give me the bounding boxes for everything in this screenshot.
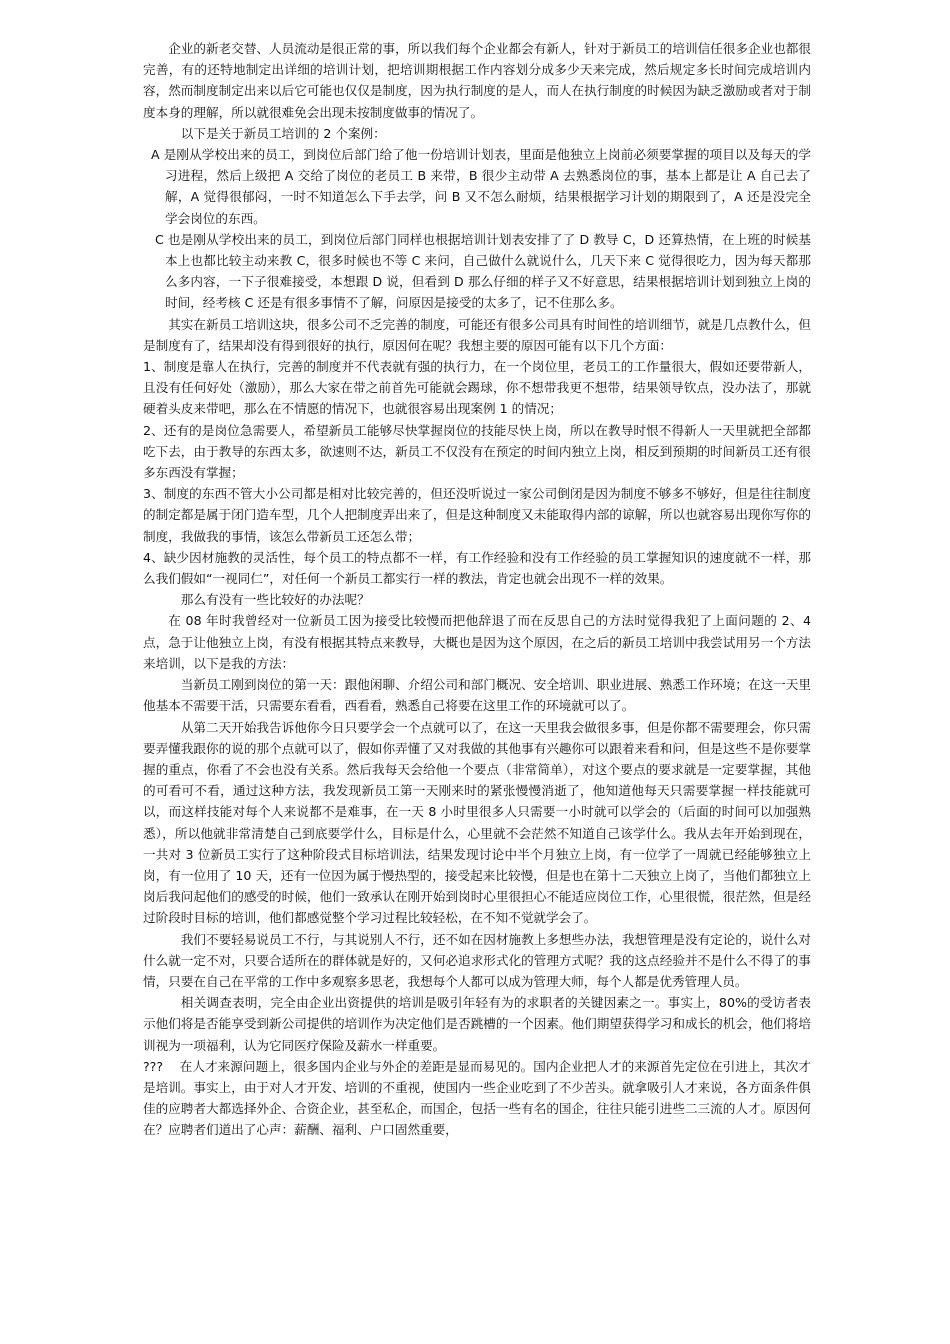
reason-item-4: 4、缺少因材施教的灵活性，每个员工的特点都不一样，有工作经验和没有工作经验的员工掌握知识的速度就不一样，那么我们假如“一视同仁”，对任何一个新员工都实行一样的教法，肯定也就会出现不一样的效果。	[143, 549, 811, 587]
case-c-paragraph: C 也是刚从学校出来的员工，到岗位后部门同样也根据培训计划表安排了了 D 教导 C，D 还算热情，在上班的时候基本上也都比较主动来教 C，很多时候也不等 C 来问，自己做什么就说什么，几天下来 C 觉得很吃力，因为每天都那么多内容，一下子很难接受，本想跟 D 说，但看到 D 那么仔细的样子又不好意思，结果根据培训计划到独立上岗的时间，经考核 C 还是有很多事情不了解，问原因是接受的太多了，记不住那么多。	[155, 231, 811, 311]
first-day-paragraph: 当新员工刚到岗位的第一天：跟他闲聊、介绍公司和部门概况、安全培训、职业进展、熟悉工作环境；在这一天里他基本不需要干活，只需要东看看，西看看，熟悉自己将要在这里工作的环境就可以了。	[143, 677, 811, 714]
talent-source-paragraph: ??? 在人才来源问题上，很多国内企业与外企的差距是显而易见的。国内企业把人才的来源首先定位在引进上，其次才是培训。事实上，由于对人才开发、培训的不重视，使国内一些企业吃到了不少苦头。就拿吸引人才来说，各方面条件俱佳的应聘者大都选择外企、合资企业，甚至私企，而国企，包括一些有名的国企，往往只能引进些二三流的人才。原因何在？应聘者们道出了心声：薪酬、福利、户口固然重要，	[143, 1058, 811, 1138]
reason-item-3: 3、制度的东西不管大小公司都是相对比较完善的，但还没听说过一家公司倒闭是因为制度不够多不够好，但是往往制度的制定都是属于闭门造车型，几个人把制度弄出来了，但是这种制度又未能取得内部的谅解，所以也就容易出现你写你的制度，我做我的事情，该怎么带新员工还怎么带；	[143, 486, 811, 544]
cases-heading: 以下是关于新员工培训的 2 个案例：	[180, 125, 386, 141]
reason-item-2: 2、还有的是岗位急需要人，希望新员工能够尽快掌握岗位的技能尽快上岗，所以在教导时恨不得新人一天里就把全部都吃下去，由于教导的东西太多，欲速则不达，新员工不仅没有在预定的时间内独立上岗，相反到预期的时间新员工还有很多东西没有掌握；	[143, 422, 811, 481]
survey-paragraph: 相关调查表明，完全由企业出资提供的培训是吸引年轻有为的求职者的关键因素之一。事实上，80%的受访者表示他们将是否能享受到新公司提供的培训作为决定他们是否跳槽的一个因素。他们期望获得学习和成长的机会，他们将培训视为一项福利，认为它同医疗保险及薪水一样重要。	[143, 995, 811, 1053]
method-intro-paragraph: 在 08 年时我曾经对一位新员工因为接受比较慢而把他辞退了而在反思自己的方法时觉得我犯了上面问题的 2、4 点，急于让他独立上岗，有没有根据其特点来教导，大概也是因为这个原因，在之后的新员工培训中我尝试用另一个方法来培训，以下是我的方法：	[143, 613, 811, 671]
analysis-paragraph: 其实在新员工培训这块，很多公司不乏完善的制度，可能还有很多公司具有时间性的培训细节，就是几点教什么，但是制度有了，结果却没有得到很好的执行，原因何在呢？我想主要的原因可能有以下几个方面：	[143, 316, 811, 353]
reason-item-1: 1、制度是靠人在执行，完善的制度并不代表就有强的执行力，在一个岗位里，老员工的工作量很大，假如还要带新人，且没有任何好处（激励），那么大家在带之前首先可能就会踢球，你不想带我更不想带，结果领导钦点，没办法了，那就硬着头皮来带吧，那么在不情愿的情况下，也就很容易出现案例 1 的情况；	[143, 359, 811, 417]
document-page	[143, 38, 811, 1141]
method-question: 那么有没有一些比较好的办法呢？	[180, 592, 370, 608]
second-day-paragraph: 从第二天开始我告诉他你今日只要学会一个点就可以了，在这一天里我会做很多事，但是你都不需要理会，你只需要弄懂我跟你的说的那个点就可以了，假如你弄懂了又对我做的其他事有兴趣你可以跟着来看和问，但是这些不是你要掌握的重点，你看了不会也没有关系。然后我每天会给他一个要点（非常简单），对这个要点的要求就是一定要掌握，其他的可看可不看，通过这种方法，我发现新员工第一天刚来时的紧张慢慢消逝了，他知道他每天只需要掌握一样技能就可以，而这样技能对每个人来说都不是难事，在一天 8 小时里很多人只需要一小时就可以学会的（后面的时间可以加强熟悉），所以他就非常清楚自己到底要学什么，目标是什么，心里就不会茫然不知道自己该学什么。我从去年开始到现在，一共对 3 位新员工实行了这种阶段式目标培训法，结果发现讨论中半个月独立上岗，有一位学了一周就已经能够独立上岗，有一位用了 10 天，还有一位因为属于慢热型的，接受起来比较慢，但是也在第十二天独立上岗了，当他们都独立上岗后我问起他们的感受的时候，他们一致承认在刚开始到岗时心里很担心不能适应岗位工作，心里很慌，很茫然，但是经过阶段时目标的培训，他们都感觉整个学习过程比较轻松，在不知不觉就学会了。	[143, 719, 811, 926]
conclusion-paragraph: 我们不要轻易说员工不行，与其说别人不行，还不如在因材施教上多想些办法，我想管理是没有定论的，说什么对什么就一定不对，只要合适所在的群体就是好的，又何必追求形式化的管理方式呢？我的这点经验并不是什么不得了的事情，只要在自己在平常的工作中多观察多思老，我想每个人都可以成为管理大师，每个人都是优秀管理人员。	[143, 931, 811, 989]
case-a-paragraph: A 是刚从学校出来的员工，到岗位后部门给了他一份培训计划表，里面是他独立上岗前必须要掌握的项目以及每天的学习进程，然后上级把 A 交给了岗位的老员工 B 来带，B 很少主动带 A 去熟悉岗位的事，基本上都是让 A 自己去了解，A 觉得很郁闷，一时不知道怎么下手去学，问 B 又不怎么耐烦，结果根据学习计划的期限到了，A 还是没完全学会岗位的东西。	[151, 147, 811, 226]
intro-paragraph: 企业的新老交替、人员流动是很正常的事，所以我们每个企业都会有新人，针对于新员工的培训信任很多企业也都很完善，有的还特地制定出详细的培训计划，把培训期根据工作内容划分成多少天来完成，然后规定多长时间完成培训内容，然而制度制定出来以后它可能也仅仅是制度，因为执行制度的是人，而人在执行制度的时候因为缺乏激励或者对于制度本身的理解，所以就很难免会出现未按制度做事的情况了。	[143, 41, 811, 120]
